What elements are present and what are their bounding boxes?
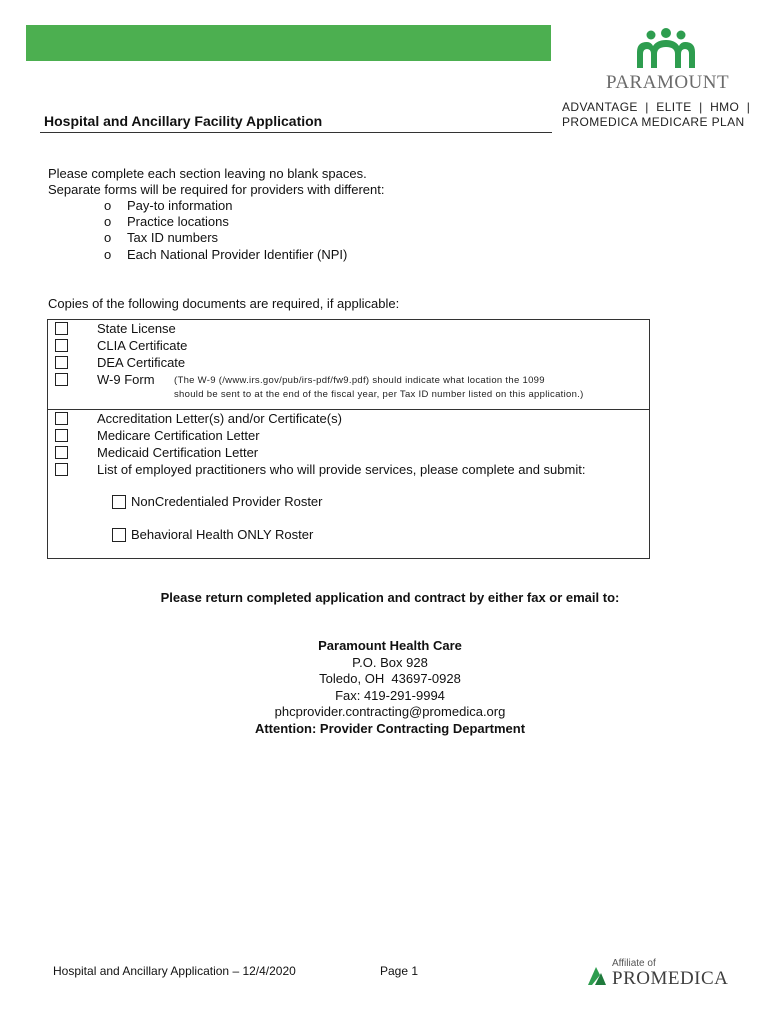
list-item	[104, 198, 347, 214]
list-item-text: Each National Provider Identifier (NPI)	[127, 246, 348, 262]
paramount-logo	[606, 28, 730, 93]
promedica-wordmark: PROMEDICA	[612, 968, 729, 989]
medicaid-certification-label: Medicaid Certification Letter	[97, 445, 259, 460]
medicaid-certification-checkbox[interactable]	[55, 446, 68, 459]
title-underline	[40, 132, 552, 133]
document-title: Hospital and Ancillary Facility Application	[44, 113, 323, 129]
tagline-line-1: ADVANTAGE | ELITE | HMO |	[562, 100, 751, 114]
behavioral-health-roster-label: Behavioral Health ONLY Roster	[131, 527, 314, 542]
bullet-marker: o	[104, 198, 112, 213]
state-license-checkbox[interactable]	[55, 322, 68, 335]
dea-certificate-checkbox[interactable]	[55, 356, 68, 369]
fax-number: Fax: 419-291-9994	[335, 687, 445, 703]
bullet-marker: o	[104, 246, 112, 262]
return-address-block	[0, 638, 770, 738]
w9-form-checkbox[interactable]	[55, 373, 68, 386]
plan-tagline	[562, 100, 750, 130]
list-item	[104, 247, 347, 263]
copies-required-label: Copies of the following documents are required, if applicable:	[48, 296, 400, 311]
accreditation-checkbox[interactable]	[55, 412, 68, 425]
bullet-marker: o	[104, 230, 112, 246]
checklist-divider	[47, 409, 650, 410]
affiliate-label: Affiliate of	[612, 958, 656, 969]
list-item-text: Tax ID numbers	[127, 230, 219, 246]
w9-note	[174, 374, 584, 402]
list-item	[104, 230, 347, 246]
behavioral-health-roster-checkbox[interactable]	[112, 528, 126, 542]
accreditation-label: Accreditation Letter(s) and/or Certificate(s)	[97, 411, 342, 426]
intro-text	[48, 166, 384, 199]
noncredentialed-roster-label: NonCredentialed Provider Roster	[131, 494, 323, 509]
footer-document-name: Hospital and Ancillary Application – 12/4/2020	[53, 964, 296, 978]
w9-note-line-1: (The W-9 (/www.irs.gov/pub/irs-pdf/fw9.pdf) should indicate what location the 1099	[174, 375, 545, 386]
list-item-text: Practice locations	[127, 214, 229, 230]
po-box: P.O. Box 928	[352, 654, 428, 670]
city-state-zip: Toledo, OH 43697-0928	[319, 671, 461, 687]
list-item-text: Pay-to information	[127, 198, 233, 213]
dea-certificate-label: DEA Certificate	[97, 355, 186, 370]
tagline-line-2: PROMEDICA MEDICARE PLAN	[562, 115, 745, 129]
employed-practitioners-checkbox[interactable]	[55, 463, 68, 476]
intro-line-2: Separate forms will be required for providers with different:	[48, 182, 385, 198]
header-green-bar	[26, 25, 551, 61]
w9-form-label: W-9 Form	[97, 372, 155, 387]
noncredentialed-roster-checkbox[interactable]	[112, 495, 126, 509]
w9-note-line-2: should be sent to at the end of the fiscal year, per Tax ID number listed on this application.)	[174, 389, 584, 400]
footer-page-number: Page 1	[380, 964, 419, 978]
intro-line-1: Please complete each section leaving no blank spaces.	[48, 166, 367, 181]
employed-practitioners-label: List of employed practitioners who will provide services, please complete and submit:	[97, 462, 586, 477]
separate-forms-list	[104, 198, 347, 263]
logo-wordmark: PARAMOUNT	[606, 72, 730, 93]
clia-certificate-checkbox[interactable]	[55, 339, 68, 352]
promedica-affiliate-logo	[586, 958, 729, 990]
state-license-label: State License	[97, 321, 176, 336]
organization-name: Paramount Health Care	[318, 638, 462, 653]
paramount-figures-icon	[631, 28, 701, 70]
medicare-certification-label: Medicare Certification Letter	[97, 428, 260, 443]
contact-email[interactable]: phcprovider.contracting@promedica.org	[274, 704, 506, 720]
clia-certificate-label: CLIA Certificate	[97, 338, 188, 353]
return-instruction: Please return completed application and contract by either fax or email to:	[160, 590, 620, 605]
promedica-mark-icon	[586, 963, 608, 989]
list-item	[104, 214, 347, 230]
attention-line: Attention: Provider Contracting Department	[254, 720, 526, 736]
medicare-certification-checkbox[interactable]	[55, 429, 68, 442]
bullet-marker: o	[104, 214, 112, 230]
